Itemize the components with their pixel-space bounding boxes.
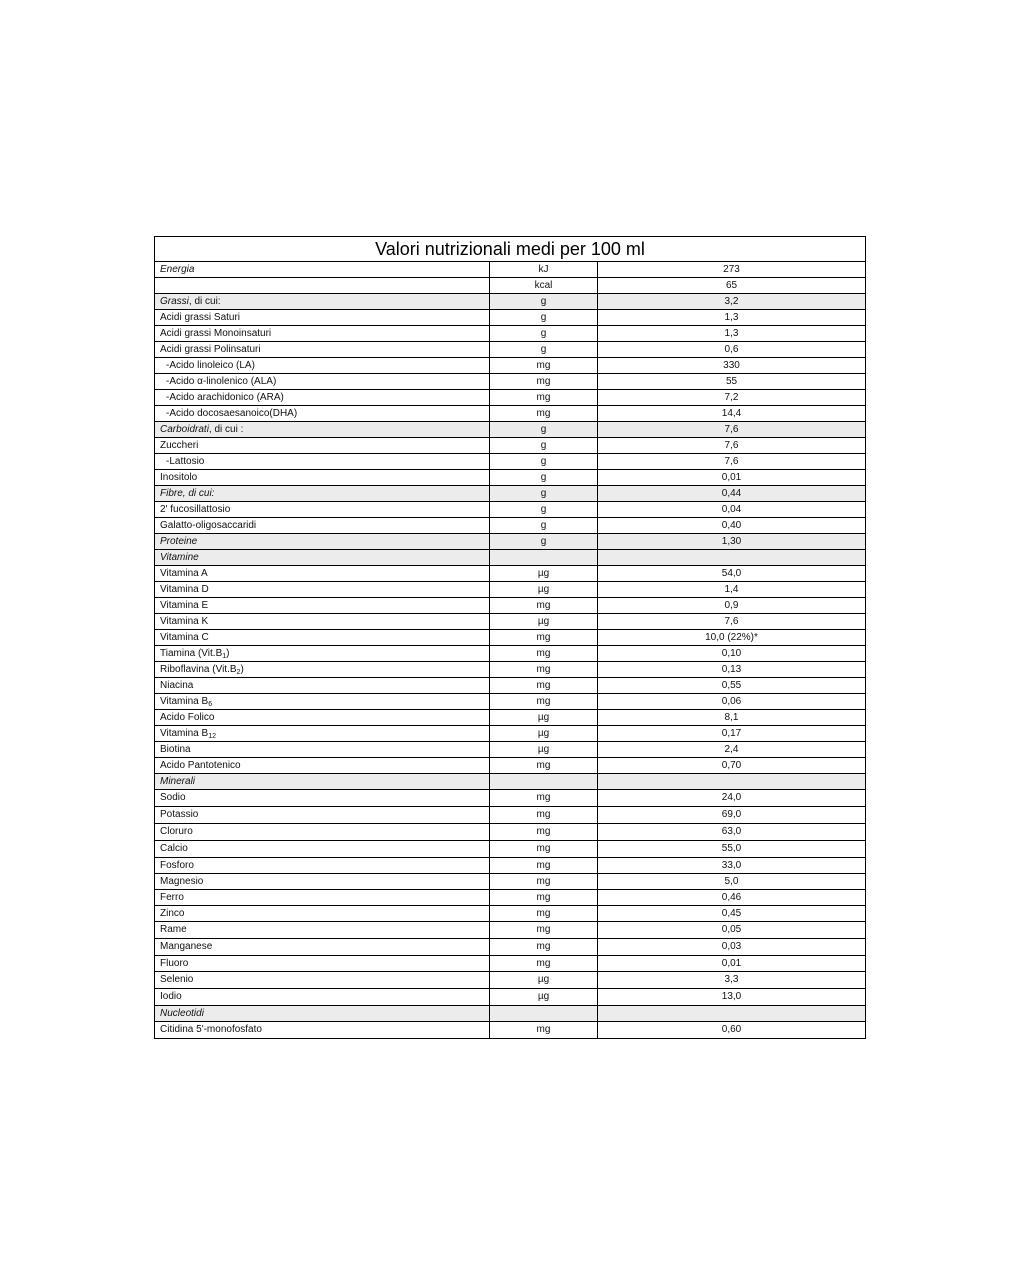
nutrient-name: Manganese [160, 941, 213, 952]
value-cell: 0,17 [598, 726, 866, 742]
nutrient-name-cell [155, 550, 490, 566]
unit-cell: kcal [490, 278, 598, 294]
unit-cell: mg [490, 598, 598, 614]
table-row [155, 726, 866, 742]
nutrient-name-cell [155, 841, 490, 858]
nutrient-name: Niacina [160, 679, 194, 691]
value-cell [598, 1006, 866, 1022]
nutrient-name: Fluoro [160, 957, 189, 969]
nutrient-name-cell [155, 326, 490, 342]
unit-cell: mg [490, 890, 598, 906]
value-cell: 7,6 [598, 614, 866, 630]
unit-cell: mg [490, 406, 598, 422]
value-cell: 14,4 [598, 406, 866, 422]
nutrient-name-cell [155, 486, 490, 502]
table-row [155, 310, 866, 326]
unit-cell: mg [490, 874, 598, 890]
nutrient-name-cell [155, 758, 490, 774]
nutrient-name-cell [155, 790, 490, 807]
table-row [155, 518, 866, 534]
nutrient-name: Minerali [160, 775, 196, 787]
value-cell: 0,70 [598, 758, 866, 774]
nutrient-name: Potassio [160, 809, 199, 820]
unit-cell: µg [490, 989, 598, 1006]
unit-cell: kJ [490, 262, 598, 278]
nutrient-name-cell [155, 972, 490, 989]
value-cell: 8,1 [598, 710, 866, 726]
value-cell: 7,6 [598, 422, 866, 438]
unit-cell: µg [490, 582, 598, 598]
nutrient-name: Proteine [160, 535, 198, 547]
unit-cell: mg [490, 374, 598, 390]
nutrient-name: Nucleotidi [160, 1007, 204, 1019]
unit-cell: µg [490, 726, 598, 742]
table-row [155, 790, 866, 807]
nutrient-name-cell [155, 438, 490, 454]
unit-cell: mg [490, 922, 598, 939]
nutrient-name: -Acido linoleico (LA) [166, 359, 255, 371]
value-cell: 65 [598, 278, 866, 294]
nutrient-name: Carboidrati [160, 423, 209, 435]
unit-cell: g [490, 502, 598, 518]
value-cell: 63,0 [598, 824, 866, 841]
nutrient-name-cell [155, 502, 490, 518]
unit-cell: mg [490, 758, 598, 774]
unit-cell: mg [490, 956, 598, 972]
nutrient-name: Zinco [160, 907, 185, 919]
value-cell: 0,03 [598, 939, 866, 956]
unit-cell: g [490, 326, 598, 342]
nutrient-name-suffix: , di cui: [188, 295, 221, 307]
unit-cell: mg [490, 790, 598, 807]
unit-cell: µg [490, 614, 598, 630]
nutrient-name-cell [155, 956, 490, 972]
nutrient-name-cell [155, 906, 490, 922]
unit-cell: g [490, 534, 598, 550]
unit-cell [490, 1006, 598, 1022]
nutrient-name: Vitamina K [160, 615, 209, 627]
value-cell: 0,45 [598, 906, 866, 922]
nutrient-name-cell [155, 310, 490, 326]
nutrient-name: Fibre, di cui: [160, 487, 215, 499]
unit-cell: µg [490, 710, 598, 726]
nutrient-name: Zuccheri [160, 439, 199, 451]
nutrient-name: Acidi grassi Polinsaturi [160, 343, 261, 355]
nutrient-name: -Acido arachidonico (ARA) [166, 391, 284, 403]
value-cell: 3,3 [598, 972, 866, 989]
value-cell: 1,3 [598, 326, 866, 342]
value-cell [598, 774, 866, 790]
nutrition-table [154, 236, 866, 1039]
table-row [155, 550, 866, 566]
table-row [155, 374, 866, 390]
nutrient-name-cell [155, 874, 490, 890]
table-row [155, 582, 866, 598]
nutrient-name-cell [155, 890, 490, 906]
nutrient-name-cell [155, 390, 490, 406]
table-row [155, 678, 866, 694]
nutrient-name: Cloruro [160, 826, 193, 837]
table-row [155, 774, 866, 790]
nutrient-name: Vitamina C [160, 631, 209, 643]
nutrient-name-cell [155, 406, 490, 422]
nutrient-name-cell [155, 858, 490, 874]
value-cell: 54,0 [598, 566, 866, 582]
nutrient-name: -Acido α-linolenico (ALA) [166, 375, 277, 387]
table-row [155, 294, 866, 310]
value-cell: 0,01 [598, 470, 866, 486]
unit-cell: g [490, 518, 598, 534]
value-cell: 0,55 [598, 678, 866, 694]
nutrition-table-body [155, 237, 866, 1039]
table-row [155, 956, 866, 972]
table-row [155, 989, 866, 1006]
nutrient-name-cell [155, 662, 490, 678]
nutrient-name: Riboflavina (Vit.B [160, 663, 237, 675]
value-cell: 0,6 [598, 342, 866, 358]
nutrient-name: Selenio [160, 974, 194, 985]
table-row [155, 807, 866, 824]
nutrient-name: Sodio [160, 792, 186, 803]
nutrient-name-cell [155, 294, 490, 310]
nutrient-name: Calcio [160, 843, 188, 854]
value-cell: 1,30 [598, 534, 866, 550]
unit-cell: mg [490, 939, 598, 956]
nutrient-name: Vitamina D [160, 583, 209, 595]
nutrient-name-cell [155, 989, 490, 1006]
table-row [155, 406, 866, 422]
table-row [155, 534, 866, 550]
table-row [155, 742, 866, 758]
unit-cell: mg [490, 824, 598, 841]
value-cell: 55,0 [598, 841, 866, 858]
unit-cell [490, 550, 598, 566]
value-cell: 0,46 [598, 890, 866, 906]
nutrient-name-cell [155, 454, 490, 470]
nutrient-name-cell [155, 518, 490, 534]
unit-cell: g [490, 422, 598, 438]
unit-cell [490, 774, 598, 790]
unit-cell: mg [490, 807, 598, 824]
nutrient-name: Inositolo [160, 471, 198, 483]
nutrient-name: -Acido docosaesanoico(DHA) [166, 407, 298, 419]
unit-cell: mg [490, 858, 598, 874]
nutrient-name: Fosforo [160, 859, 194, 871]
nutrient-subscript: 2 [236, 668, 241, 676]
nutrient-name: Ferro [160, 891, 184, 903]
nutrient-name: Energia [160, 263, 195, 275]
table-row [155, 262, 866, 278]
unit-cell: mg [490, 630, 598, 646]
nutrient-name: Acido Pantotenico [160, 759, 241, 771]
nutrient-name-cell [155, 824, 490, 841]
value-cell: 3,2 [598, 294, 866, 310]
nutrient-name-suffix: ) [226, 647, 230, 659]
value-cell: 7,6 [598, 438, 866, 454]
nutrient-name-cell [155, 774, 490, 790]
nutrient-name-cell [155, 646, 490, 662]
nutrient-name-cell [155, 1022, 490, 1039]
nutrient-name-cell [155, 922, 490, 939]
value-cell: 0,01 [598, 956, 866, 972]
nutrient-name-suffix: ) [240, 663, 244, 675]
value-cell: 330 [598, 358, 866, 374]
nutrient-name: Acidi grassi Monoinsaturi [160, 327, 272, 339]
unit-cell: mg [490, 646, 598, 662]
value-cell: 7,6 [598, 454, 866, 470]
value-cell: 24,0 [598, 790, 866, 807]
nutrient-name-cell [155, 807, 490, 824]
value-cell: 0,44 [598, 486, 866, 502]
unit-cell: mg [490, 662, 598, 678]
nutrient-name-cell [155, 342, 490, 358]
nutrient-name-cell [155, 1006, 490, 1022]
table-row [155, 630, 866, 646]
table-row [155, 858, 866, 874]
value-cell: 0,40 [598, 518, 866, 534]
nutrient-name-cell [155, 470, 490, 486]
unit-cell: g [490, 454, 598, 470]
unit-cell: mg [490, 390, 598, 406]
nutrient-name-cell [155, 614, 490, 630]
table-row [155, 486, 866, 502]
nutrient-name: 2' fucosillattosio [160, 503, 231, 515]
unit-cell: mg [490, 694, 598, 710]
table-row [155, 890, 866, 906]
nutrient-name: Iodio [160, 991, 182, 1002]
nutrient-name: Biotina [160, 743, 191, 755]
value-cell: 0,06 [598, 694, 866, 710]
table-row [155, 438, 866, 454]
nutrient-name-cell [155, 422, 490, 438]
nutrient-name-cell [155, 694, 490, 710]
nutrient-name: Vitamina B [160, 695, 209, 707]
value-cell: 2,4 [598, 742, 866, 758]
table-row [155, 972, 866, 989]
nutrient-name: -Lattosio [166, 455, 205, 467]
table-title-row [155, 237, 866, 262]
table-row [155, 758, 866, 774]
value-cell: 0,9 [598, 598, 866, 614]
unit-cell: mg [490, 678, 598, 694]
nutrient-name: Acido Folico [160, 711, 215, 723]
nutrient-name-cell [155, 742, 490, 758]
nutrient-name-cell [155, 566, 490, 582]
unit-cell: g [490, 438, 598, 454]
table-row [155, 710, 866, 726]
table-row [155, 390, 866, 406]
table-row [155, 326, 866, 342]
table-row [155, 598, 866, 614]
value-cell: 69,0 [598, 807, 866, 824]
nutrient-name: Acidi grassi Saturi [160, 311, 241, 323]
table-row [155, 824, 866, 841]
table-row [155, 662, 866, 678]
table-row [155, 874, 866, 890]
value-cell: 1,3 [598, 310, 866, 326]
unit-cell: g [490, 294, 598, 310]
value-cell: 10,0 (22%)* [598, 630, 866, 646]
nutrient-name-cell [155, 582, 490, 598]
table-row [155, 422, 866, 438]
unit-cell: g [490, 470, 598, 486]
nutrient-name: Tiamina (Vit.B [160, 647, 223, 659]
table-row [155, 278, 866, 294]
table-row [155, 694, 866, 710]
value-cell [598, 550, 866, 566]
table-row [155, 454, 866, 470]
table-row [155, 1006, 866, 1022]
nutrient-name: Vitamina A [160, 567, 208, 579]
nutrient-name: Vitamina B [160, 727, 209, 739]
nutrient-name: Galatto-oligosaccaridi [160, 519, 257, 531]
table-row [155, 502, 866, 518]
nutrient-name-cell [155, 374, 490, 390]
table-row [155, 1022, 866, 1039]
unit-cell: µg [490, 742, 598, 758]
nutrient-subscript: 12 [208, 732, 216, 740]
nutrient-name: Citidina 5'-monofosfato [160, 1024, 262, 1035]
table-row [155, 922, 866, 939]
unit-cell: g [490, 342, 598, 358]
table-row [155, 939, 866, 956]
unit-cell: mg [490, 841, 598, 858]
nutrient-name: Rame [160, 924, 187, 935]
nutrient-name-suffix: , di cui : [208, 423, 244, 435]
nutrient-subscript: 6 [208, 700, 213, 708]
value-cell: 55 [598, 374, 866, 390]
value-cell: 0,04 [598, 502, 866, 518]
value-cell: 0,10 [598, 646, 866, 662]
nutrient-name-cell [155, 598, 490, 614]
table-row [155, 614, 866, 630]
nutrient-name-cell [155, 358, 490, 374]
nutrient-name: Grassi [160, 295, 189, 307]
nutrient-name-cell [155, 678, 490, 694]
nutrient-name-cell [155, 278, 490, 294]
unit-cell: mg [490, 358, 598, 374]
table-row [155, 906, 866, 922]
table-row [155, 566, 866, 582]
table-row [155, 646, 866, 662]
value-cell: 5,0 [598, 874, 866, 890]
nutrient-name-cell [155, 726, 490, 742]
unit-cell: g [490, 486, 598, 502]
nutrient-name-cell [155, 710, 490, 726]
table-title: Valori nutrizionali medi per 100 ml [155, 237, 866, 262]
unit-cell: µg [490, 972, 598, 989]
value-cell: 13,0 [598, 989, 866, 1006]
table-row [155, 470, 866, 486]
value-cell: 0,60 [598, 1022, 866, 1039]
table-row [155, 342, 866, 358]
unit-cell: g [490, 310, 598, 326]
table-row [155, 841, 866, 858]
value-cell: 273 [598, 262, 866, 278]
nutrient-subscript: 1 [222, 652, 227, 660]
nutrient-name: Vitamine [160, 551, 199, 563]
value-cell: 1,4 [598, 582, 866, 598]
nutrient-name-cell [155, 534, 490, 550]
nutrient-name-cell [155, 630, 490, 646]
nutrient-name-cell [155, 939, 490, 956]
nutrient-name-cell [155, 262, 490, 278]
unit-cell: µg [490, 566, 598, 582]
value-cell: 33,0 [598, 858, 866, 874]
nutrient-name: Vitamina E [160, 599, 209, 611]
nutrient-name: Magnesio [160, 875, 204, 887]
value-cell: 0,05 [598, 922, 866, 939]
table-row [155, 358, 866, 374]
unit-cell: mg [490, 906, 598, 922]
value-cell: 7,2 [598, 390, 866, 406]
value-cell: 0,13 [598, 662, 866, 678]
unit-cell: mg [490, 1022, 598, 1039]
nutrition-table-container [154, 236, 865, 1039]
